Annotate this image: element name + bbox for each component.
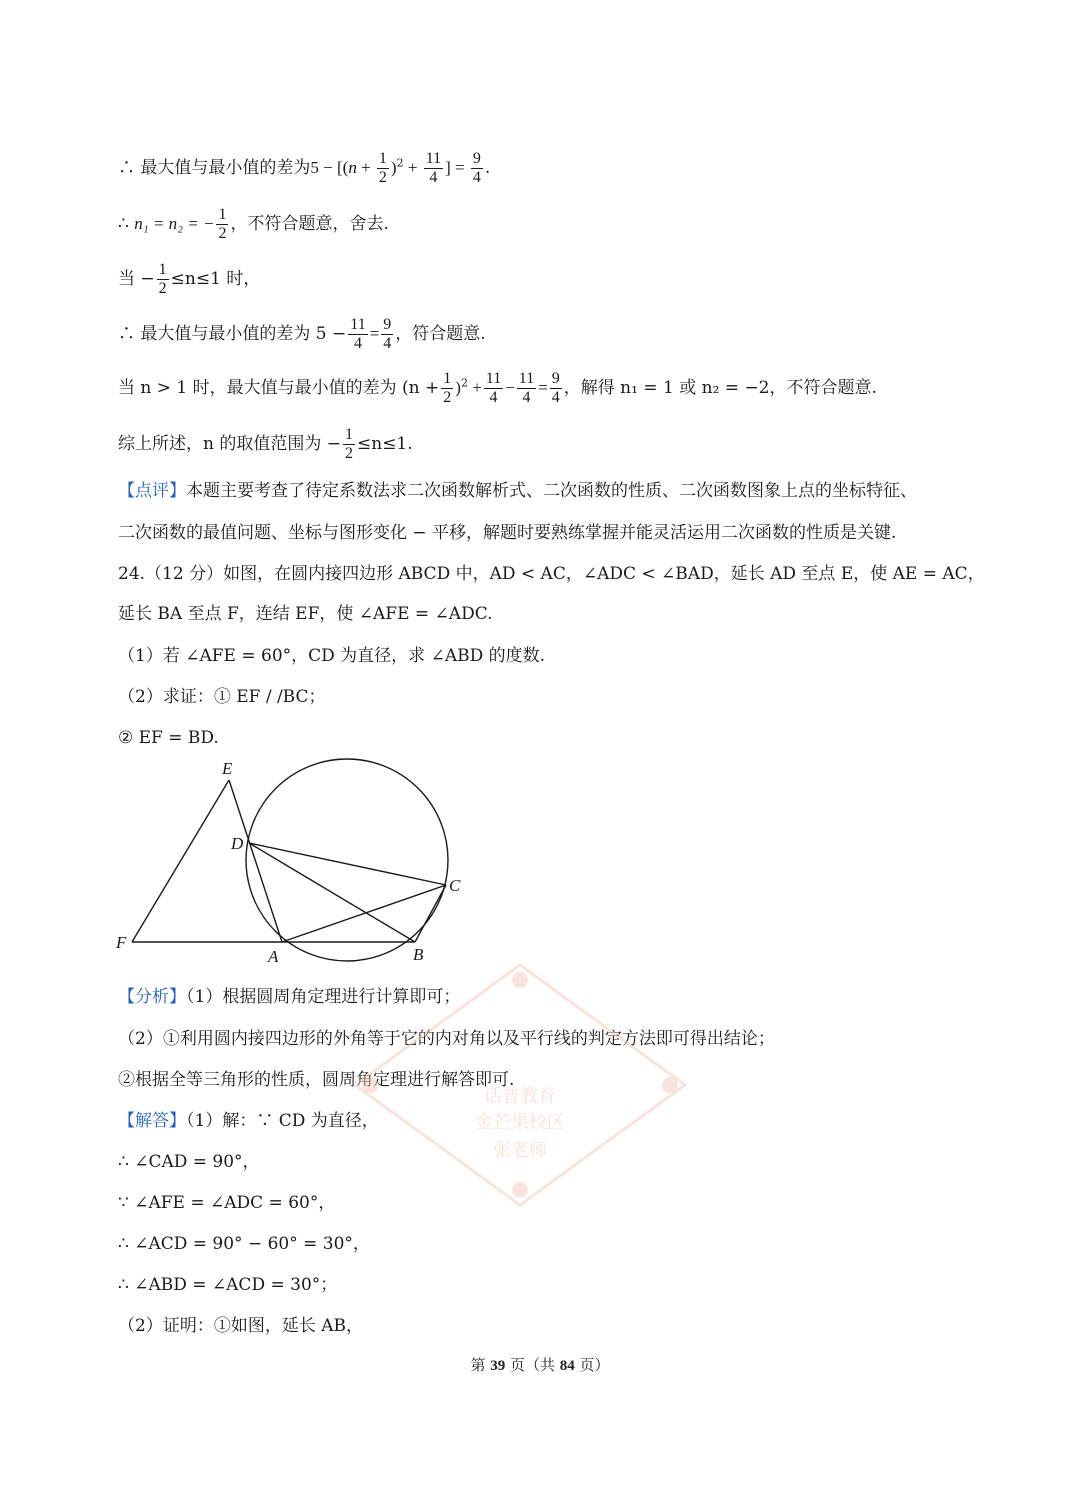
- fraction: [377, 150, 389, 187]
- review-tag: 【点评】: [118, 481, 186, 501]
- fraction-denominator: 4: [489, 389, 498, 406]
- exponent: 2: [460, 376, 468, 390]
- line-text: ，不符合题意，舍去.: [230, 214, 389, 234]
- line-text: ，符合题意.: [395, 324, 486, 344]
- fraction-numerator: 1: [158, 261, 167, 278]
- math-text: .: [484, 158, 491, 178]
- segment-EA: [229, 780, 282, 942]
- line-text: ≤n≤1 时，: [170, 269, 261, 289]
- geometry-figure: [110, 755, 490, 970]
- fraction-denominator: 4: [429, 169, 438, 186]
- fraction: [157, 261, 169, 298]
- solution-text: ∴ ∠ABD = ∠ACD = 30°；: [118, 1275, 338, 1295]
- fraction-denominator: 2: [443, 389, 452, 406]
- problem-text: ② EF = BD.: [118, 728, 219, 748]
- watermark-text: 张老师: [493, 1140, 547, 1161]
- fraction: [343, 426, 355, 463]
- label-F: F: [116, 933, 127, 952]
- solution-text: ∴ ∠CAD = 90°，: [118, 1152, 260, 1172]
- solution-step-5: [118, 1273, 1020, 1297]
- segment-DB: [249, 843, 415, 942]
- footer-text: 页）: [574, 1356, 610, 1374]
- fraction-numerator: 9: [472, 150, 481, 167]
- fraction-numerator: 11: [425, 150, 442, 167]
- footer-text: 页（共: [505, 1356, 560, 1374]
- fraction: [471, 150, 483, 187]
- math-text: n₁ = n₂ = −: [134, 214, 215, 233]
- label-A: A: [268, 947, 279, 966]
- fraction-numerator: 9: [551, 370, 560, 387]
- fraction-denominator: 2: [345, 445, 353, 462]
- fraction-denominator: 4: [353, 335, 362, 352]
- fraction-denominator: 4: [472, 169, 481, 186]
- segment-DC: [249, 843, 446, 885]
- fraction: [381, 316, 393, 353]
- fraction-numerator: 9: [383, 316, 392, 333]
- watermark-text: 金芒果校区: [475, 1112, 565, 1133]
- fraction-denominator: 4: [551, 389, 560, 406]
- fraction-numerator: 11: [485, 370, 502, 387]
- line-text: ∴ 最大值与最小值的差为 5 −: [118, 324, 347, 344]
- line-text: ≤n≤1.: [357, 434, 413, 454]
- fraction-numerator: 1: [345, 426, 353, 443]
- problem-text: （1）若 ∠AFE = 60°，CD 为直径，求 ∠ABD 的度数.: [118, 646, 546, 666]
- problem-text: 延长 BA 至点 F，连结 EF，使 ∠AFE = ∠ADC.: [118, 604, 493, 624]
- analysis-line-1: [118, 985, 1020, 1009]
- math-text: 5 − [(: [310, 158, 349, 177]
- fraction-numerator: 1: [443, 370, 452, 387]
- label-D: D: [231, 834, 244, 853]
- analysis-tag: 【分析】: [118, 987, 186, 1007]
- problem-part-2: [118, 685, 1020, 709]
- math-text: ): [455, 378, 461, 397]
- label-C: C: [449, 876, 461, 895]
- solution-line-1: [118, 150, 1020, 187]
- solution-step-1: [118, 1109, 1020, 1133]
- label-B: B: [413, 945, 424, 964]
- watermark-text: 话普教育: [484, 1086, 556, 1107]
- solution-step-3: [118, 1191, 1020, 1215]
- footer-text: 第: [470, 1356, 491, 1374]
- line-text: 当 −: [118, 269, 155, 289]
- problem-text: 24.（12 分）如图，在圆内接四边形 ABCD 中，AD < AC，∠ADC < ∠BAD，延长 AD 至点 E，使 AE = AC，: [118, 564, 985, 584]
- solution-step-2: [118, 1150, 1020, 1174]
- exponent: 2: [396, 156, 404, 170]
- segment-AC: [282, 885, 446, 942]
- fraction: [517, 370, 536, 407]
- solution-line-3: [118, 261, 1020, 298]
- fraction-denominator: 2: [378, 169, 387, 186]
- solution-line-6: [118, 426, 1020, 463]
- fraction: [348, 316, 367, 353]
- solution-step-4: [118, 1232, 1020, 1256]
- fraction-denominator: 4: [522, 389, 531, 406]
- math-text: +: [356, 158, 375, 177]
- fraction: [441, 370, 453, 407]
- analysis-line-2: [118, 1027, 1020, 1051]
- fraction-numerator: 11: [518, 370, 535, 387]
- solution-text: ∴ ∠ACD = 90° − 60° = 30°，: [118, 1234, 370, 1254]
- fraction: [424, 150, 443, 187]
- page-footer: [0, 1354, 1080, 1375]
- fraction-denominator: 4: [383, 335, 392, 352]
- math-text: ] =: [445, 158, 469, 177]
- problem-text: （2）求证：① EF / /BC；: [118, 687, 326, 707]
- math-text: =: [369, 324, 380, 343]
- math-text: −: [505, 378, 515, 397]
- fraction: [484, 370, 503, 407]
- line-text: 当 n > 1 时，最大值与最小值的差为 (n +: [118, 378, 440, 398]
- fraction-denominator: 2: [158, 280, 167, 297]
- fraction-denominator: 2: [218, 225, 227, 242]
- line-text: 综上所述，n 的取值范围为 −: [118, 434, 341, 454]
- analysis-text: （2）①利用圆内接四边形的外角等于它的内对角以及平行线的判定方法即可得出结论；: [118, 1029, 775, 1049]
- page-number: 39: [490, 1358, 506, 1374]
- math-text: =: [538, 378, 548, 397]
- analysis-text: ②根据全等三角形的性质，圆周角定理进行解答即可.: [118, 1070, 515, 1090]
- review-line-2: [118, 521, 1020, 545]
- math-var: n: [348, 158, 357, 177]
- solution-text: （2）证明：①如图，延长 AB，: [118, 1316, 363, 1336]
- review-line-1: [118, 479, 1020, 503]
- label-E: E: [222, 759, 233, 778]
- line-text: ，解得 n₁ = 1 或 n₂ = −2，不符合题意.: [563, 378, 877, 398]
- solution-tag: 【解答】: [118, 1111, 186, 1131]
- solution-text: （1）解：∵ CD 为直径，: [186, 1111, 379, 1131]
- math-text: +: [467, 378, 482, 397]
- analysis-text: （1）根据圆周角定理进行计算即可；: [186, 987, 461, 1007]
- solution-line-5: [118, 370, 1020, 407]
- line-text: ∴: [118, 214, 135, 234]
- review-text: 本题主要考查了待定系数法求二次函数解析式、二次函数的性质、二次函数图象上点的坐标特征、: [186, 481, 917, 501]
- total-pages: 84: [559, 1358, 575, 1374]
- fraction: [550, 370, 562, 407]
- problem-part-2b: [118, 726, 1020, 750]
- fraction-numerator: 1: [378, 150, 387, 167]
- solution-line-4: [118, 316, 1020, 353]
- segment-FE: [132, 780, 229, 942]
- fraction: [216, 206, 228, 243]
- review-text: 二次函数的最值问题、坐标与图形变化 − 平移，解题时要熟练掌握并能灵活运用二次函数的性质是关键.: [118, 523, 897, 543]
- problem-line-2: [118, 602, 1020, 626]
- solution-step-6: [118, 1314, 1020, 1338]
- math-text: +: [403, 158, 422, 177]
- problem-line-1: [118, 562, 1020, 586]
- fraction-numerator: 1: [218, 206, 227, 223]
- solution-line-2: [118, 206, 1020, 243]
- fraction-numerator: 11: [350, 316, 366, 333]
- problem-part-1: [118, 644, 1020, 668]
- line-text: ∴ 最大值与最小值的差为: [118, 158, 311, 178]
- math-text: ): [390, 158, 397, 177]
- solution-text: ∵ ∠AFE = ∠ADC = 60°，: [118, 1193, 336, 1213]
- analysis-line-3: [118, 1068, 1020, 1092]
